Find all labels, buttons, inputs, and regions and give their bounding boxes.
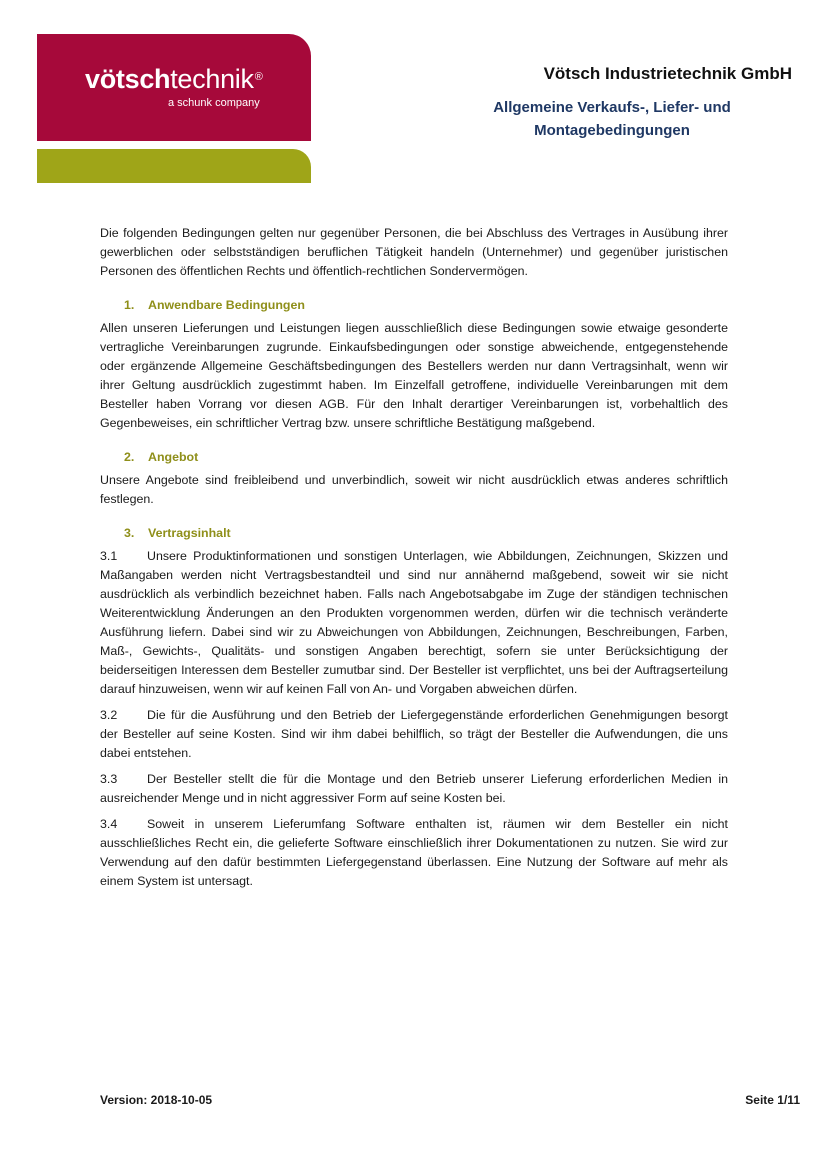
- section-body-1: Allen unseren Lieferungen und Leistungen liegen ausschließlich diese Bedingungen sowie etwaige gesonderte vertragliche Vereinbarungen zugrunde. Einkaufsbedingungen oder sonstige abweichende, entgegenstehende oder ergänzende Allgemeine Geschäftsbedingungen des Bestellers werden nur dann Vertragsinhalt, wenn wir ihrer Geltung ausdrücklich zugestimmt haben. Im Einzelfall getroffene, individuelle Vereinbarungen mit dem Besteller haben Vorrang vor diesen AGB. Für den Inhalt derartiger Vereinbarungen ist, vorbehaltlich des Gegenbeweises, ein schriftlicher Vertrag bzw. unsere schriftliche Bestätigung maßgebend.: [100, 321, 728, 430]
- logo-tagline: a schunk company: [168, 97, 260, 109]
- section-heading-2: 2. Angebot: [124, 450, 199, 464]
- footer-version: Version: 2018-10-05: [100, 1093, 213, 1107]
- company-name: Vötsch Industrietechnik GmbH: [543, 64, 792, 83]
- footer-page-number: Seite 1/11: [745, 1093, 800, 1107]
- document-body: [100, 224, 728, 898]
- paragraph-3-4: 3.4 Soweit in unserem Lieferumfang Software enthalten ist, räumen wir dem Besteller ein nicht ausschließliches Recht ein, die gelieferte Software einschließlich ihrer Dokumentationen zu nutzen. Sie wird zur Verwendung auf den dafür bestimmten Liefergegenstand überlassen. Eine Nutzung der Software auf mehr als einem System ist untersagt.: [100, 817, 728, 888]
- logo-red-block: [37, 34, 311, 141]
- section-body-2: Unsere Angebote sind freibleibend und unverbindlich, soweit wir nicht ausdrücklich etwas anderes schriftlich festlegen.: [100, 473, 728, 506]
- section-heading-1: 1. Anwendbare Bedingungen: [124, 298, 305, 312]
- paragraph-3-1: 3.1 Unsere Produktinformationen und sonstigen Unterlagen, wie Abbildungen, Zeichnungen, Skizzen und Maßangaben werden nicht Vertragsbestandteil und sind nur annähernd maßgebend, soweit wir sie nicht ausdrücklich als verbindlich bezeichnet haben. Falls nach Angebotsabgabe im Zuge der ständigen technischen Weiterentwicklung Änderungen an den Produkten vorgenommen werden, dürfen wir die technisch veränderte Ausführung liefern. Dabei sind wir zu Abweichungen von Abbildungen, Zeichnungen, Beschreibungen, Farben, Maß-, Gewichts-, Qualitäts- und sonstigen Angaben berechtigt, sofern sie unter Berücksichtigung der beiderseitigen Interessen dem Besteller zumutbar sind. Der Besteller ist verpflichtet, uns bei der Auftragserteilung darauf hinzuweisen, wenn wir auf keinen Fall von An- und Vorgaben abweichen dürfen.: [100, 549, 728, 696]
- logo-green-bar: [37, 149, 311, 183]
- document-title: Allgemeine Verkaufs-, Liefer- und Montagebedingungen: [493, 99, 731, 139]
- logo-wordmark: vötschtechnik®: [85, 64, 263, 94]
- paragraph-3-3: 3.3 Der Besteller stellt die für die Montage und den Betrieb unserer Lieferung erforderlichen Medien in ausreichender Menge und in nicht aggressiver Form auf seine Kosten bei.: [100, 772, 728, 805]
- intro-paragraph: Die folgenden Bedingungen gelten nur gegenüber Personen, die bei Abschluss des Vertrages in Ausübung ihrer gewerblichen oder selbstständigen beruflichen Tätigkeit handeln (Unternehmer) und gegenüber juristischen Personen des öffentlichen Rechts und öffentlich-rechtlichen Sondervermögen.: [100, 226, 728, 278]
- paragraph-3-2: 3.2 Die für die Ausführung und den Betrieb der Liefergegenstände erforderlichen Genehmigungen besorgt der Besteller auf seine Kosten. Sind wir ihm dabei behilflich, so trägt der Besteller die Aufwendungen, die uns dabei entstehen.: [100, 708, 728, 760]
- section-heading-3: 3. Vertragsinhalt: [124, 526, 231, 540]
